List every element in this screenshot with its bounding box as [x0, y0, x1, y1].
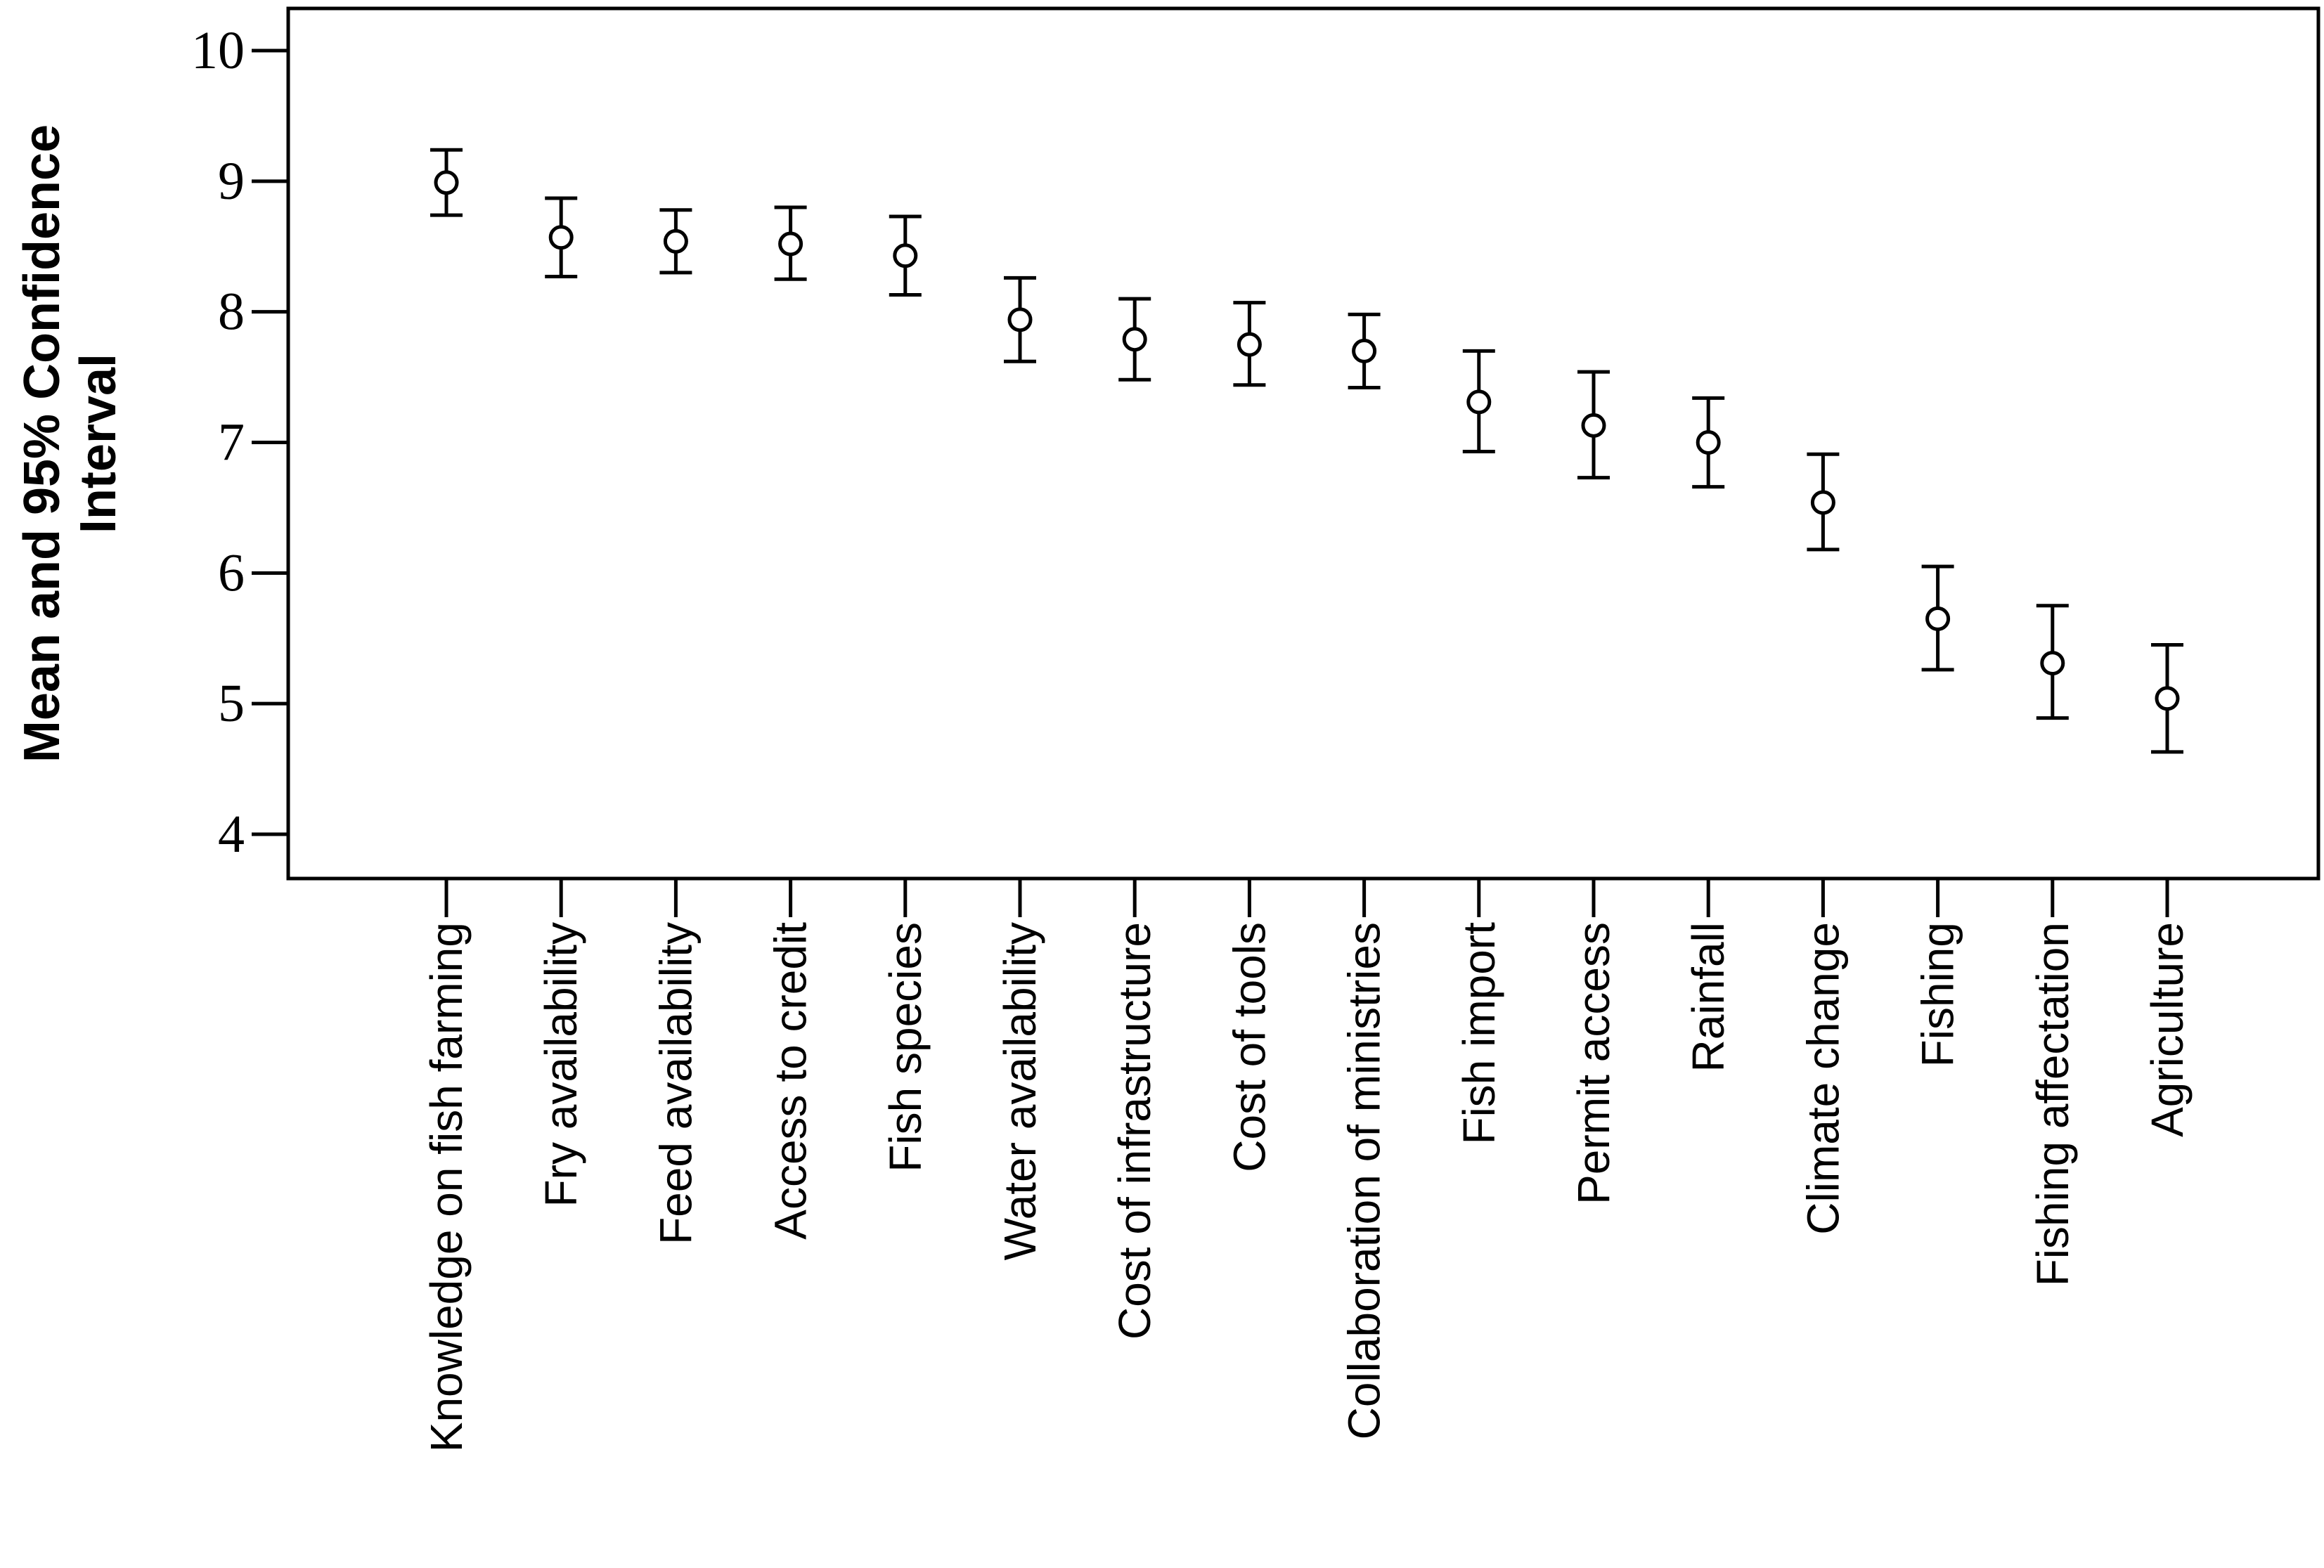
- mean-marker: [1124, 329, 1145, 350]
- y-tick-label: 4: [218, 805, 245, 864]
- y-tick-label: 5: [218, 674, 245, 734]
- y-axis-title-line-1: Mean and 95% Confidence: [14, 124, 70, 763]
- x-tick-label: Climate change: [1797, 922, 1849, 1235]
- mean-marker: [780, 233, 801, 254]
- mean-marker: [1468, 391, 1490, 413]
- mean-marker: [1354, 340, 1375, 361]
- x-tick-label: Access to credit: [765, 922, 816, 1240]
- data-marks: [430, 150, 2183, 752]
- mean-marker: [1583, 415, 1604, 436]
- y-tick-label: 9: [218, 151, 245, 211]
- y-tick-label: 7: [218, 413, 245, 472]
- x-tick-label: Fishing: [1912, 922, 1963, 1068]
- mean-marker: [665, 231, 686, 252]
- x-tick-label: Feed availability: [650, 922, 702, 1245]
- x-tick-label: Water availability: [995, 922, 1045, 1261]
- x-tick-label: Rainfall: [1683, 922, 1734, 1073]
- x-tick-label: Fishing affectation: [2027, 922, 2078, 1287]
- x-tick-label: Fish import: [1453, 922, 1504, 1145]
- x-tick-label: Cost of infrastructure: [1109, 922, 1161, 1340]
- x-tick-label: Collaboration of ministries: [1338, 922, 1390, 1440]
- y-axis-title-line-2: Interval: [70, 353, 127, 534]
- mean-marker: [1009, 309, 1031, 330]
- mean-marker: [1239, 334, 1260, 355]
- x-tick-label: Knowledge on fish farming: [421, 922, 472, 1453]
- mean-marker: [550, 227, 572, 248]
- mean-marker: [1812, 492, 1833, 513]
- y-tick-label: 10: [191, 21, 245, 80]
- x-axis: [421, 879, 2193, 1452]
- mean-marker: [1928, 608, 1949, 629]
- x-tick-label: Permit access: [1568, 922, 1619, 1205]
- plot-frame: [288, 8, 2318, 879]
- y-tick-label: 6: [218, 543, 245, 603]
- mean-marker: [436, 172, 457, 193]
- mean-marker: [2157, 688, 2178, 709]
- x-tick-label: Fish species: [879, 922, 931, 1172]
- mean-marker: [1698, 432, 1719, 453]
- x-tick-label: Cost of tools: [1224, 922, 1275, 1172]
- mean-marker: [895, 245, 916, 266]
- y-axis: [191, 21, 288, 864]
- y-tick-label: 8: [218, 282, 245, 342]
- x-tick-label: Fry availability: [536, 922, 587, 1207]
- x-tick-label: Agriculture: [2142, 922, 2193, 1137]
- mean-marker: [2042, 653, 2063, 674]
